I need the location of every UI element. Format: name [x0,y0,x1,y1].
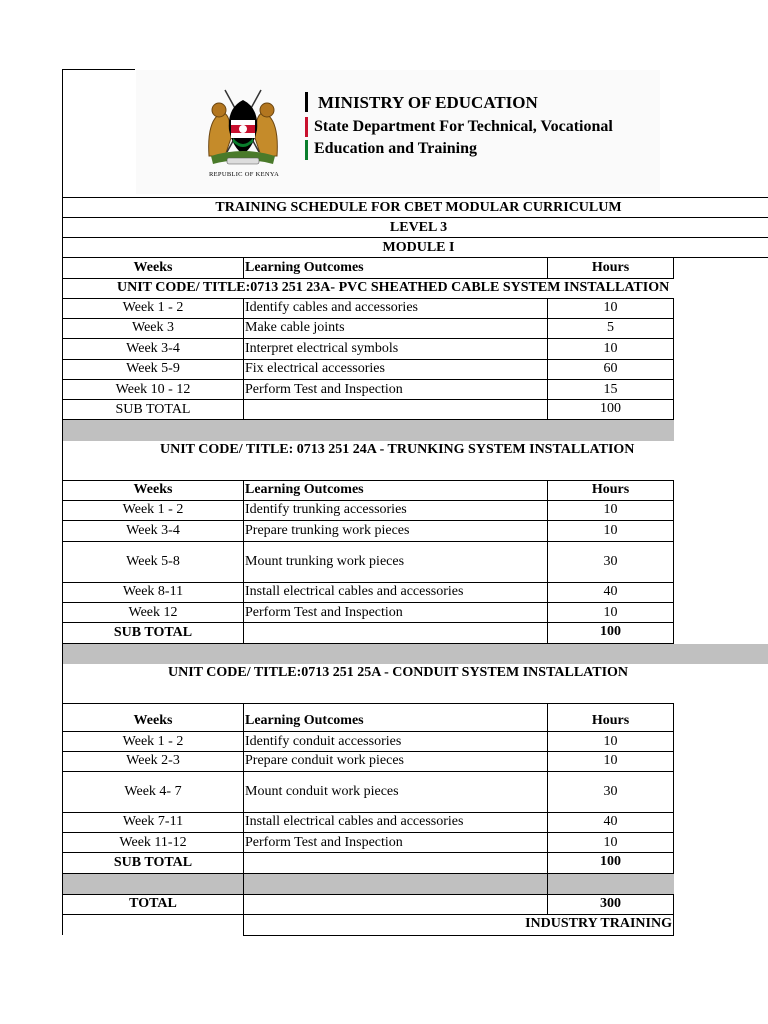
hours-cell: 10 [603,523,618,538]
green-accent-bar [305,140,308,160]
hours-cell: 10 [603,835,618,850]
hours-cell: 10 [603,300,618,315]
week-cell: Week 7-11 [122,814,184,829]
unit-title: UNIT CODE/ TITLE:0713 251 23A- PVC SHEATHED CABLE SYSTEM INSTALLATION [117,280,670,295]
hours-cell: 5 [607,320,614,335]
kenya-coat-of-arms-icon [203,86,283,170]
subtotal-label: SUB TOTAL [115,402,191,417]
column-header-hours: Hours [591,260,630,275]
week-cell: Week 11-12 [119,835,187,850]
unit-title: UNIT CODE/ TITLE: 0713 251 24A - TRUNKING SYSTEM INSTALLATION [160,442,635,457]
separator-row [63,644,768,664]
column-header-weeks: Weeks [133,713,173,728]
week-cell: Week 3 [131,320,175,335]
hours-cell: 10 [603,734,618,749]
outcome-cell: Prepare conduit work pieces [245,753,404,768]
red-accent-bar [305,117,308,137]
week-cell: Week 5-9 [126,361,180,376]
outcome-cell: Identify trunking accessories [245,502,407,517]
outcome-cell: Identify conduit accessories [245,734,402,749]
column-header-weeks: Weeks [133,482,173,497]
outcome-cell: Perform Test and Inspection [245,382,403,397]
total-label: TOTAL [129,896,177,911]
department-line-2: Education and Training [314,140,478,157]
total-value: 300 [600,896,621,911]
outcome-cell: Mount trunking work pieces [245,554,405,569]
outcome-cell: Perform Test and Inspection [245,835,403,850]
industry-training-label: INDUSTRY TRAINING [525,916,672,931]
week-cell: Week 5-8 [126,554,180,569]
column-header-hours: Hours [591,482,630,497]
subtotal-value: 100 [600,854,621,869]
outcome-cell: Fix electrical accessories [245,361,385,376]
separator-row [63,420,674,441]
outcome-cell: Mount conduit work pieces [245,784,399,799]
hours-cell: 15 [603,382,618,397]
week-cell: Week 3-4 [126,341,180,356]
hours-cell: 10 [603,341,618,356]
outcome-cell: Prepare trunking work pieces [245,523,410,538]
week-cell: Week 3-4 [126,523,180,538]
hours-cell: 10 [603,605,618,620]
column-header-learning-outcomes: Learning Outcomes [245,713,364,728]
column-header-learning-outcomes: Learning Outcomes [245,260,364,275]
subtotal-value: 100 [600,401,621,416]
week-cell: Week 10 - 12 [115,382,191,397]
week-cell: Week 1 - 2 [122,502,184,517]
outcome-cell: Make cable joints [245,320,345,335]
column-header-weeks: Weeks [133,260,173,275]
hours-cell: 10 [603,502,618,517]
module-title: MODULE I [382,240,455,255]
hours-cell: 30 [603,784,618,799]
column-header-learning-outcomes: Learning Outcomes [245,482,364,497]
subtotal-label: SUB TOTAL [113,855,193,870]
hours-cell: 40 [603,814,618,829]
outcome-cell: Install electrical cables and accessories [245,584,464,599]
week-cell: Week 8-11 [122,584,184,599]
outcome-cell: Interpret electrical symbols [245,341,399,356]
hours-cell: 10 [603,753,618,768]
week-cell: Week 12 [128,605,178,620]
outcome-cell: Install electrical cables and accessories [245,814,464,829]
schedule-title: TRAINING SCHEDULE FOR CBET MODULAR CURRICULUM [215,200,622,215]
unit-title: UNIT CODE/ TITLE:0713 251 25A - CONDUIT SYSTEM INSTALLATION [168,665,629,680]
subtotal-label: SUB TOTAL [113,625,193,640]
hours-cell: 40 [603,584,618,599]
column-header-hours: Hours [591,713,630,728]
week-cell: Week 1 - 2 [122,734,184,749]
week-cell: Week 4- 7 [124,784,182,799]
week-cell: Week 1 - 2 [122,300,184,315]
hours-cell: 60 [603,361,618,376]
subtotal-value: 100 [600,624,621,639]
hours-cell: 30 [603,554,618,569]
department-line-1: State Department For Technical, Vocational [314,118,613,135]
republic-of-kenya-label: REPUBLIC OF KENYA [209,171,280,178]
outcome-cell: Identify cables and accessories [245,300,418,315]
week-cell: Week 2-3 [126,753,180,768]
black-accent-bar [305,92,308,112]
ministry-title: MINISTRY OF EDUCATION [318,93,538,112]
outcome-cell: Perform Test and Inspection [245,605,403,620]
separator-row [63,874,674,894]
level-title: LEVEL 3 [389,220,448,235]
